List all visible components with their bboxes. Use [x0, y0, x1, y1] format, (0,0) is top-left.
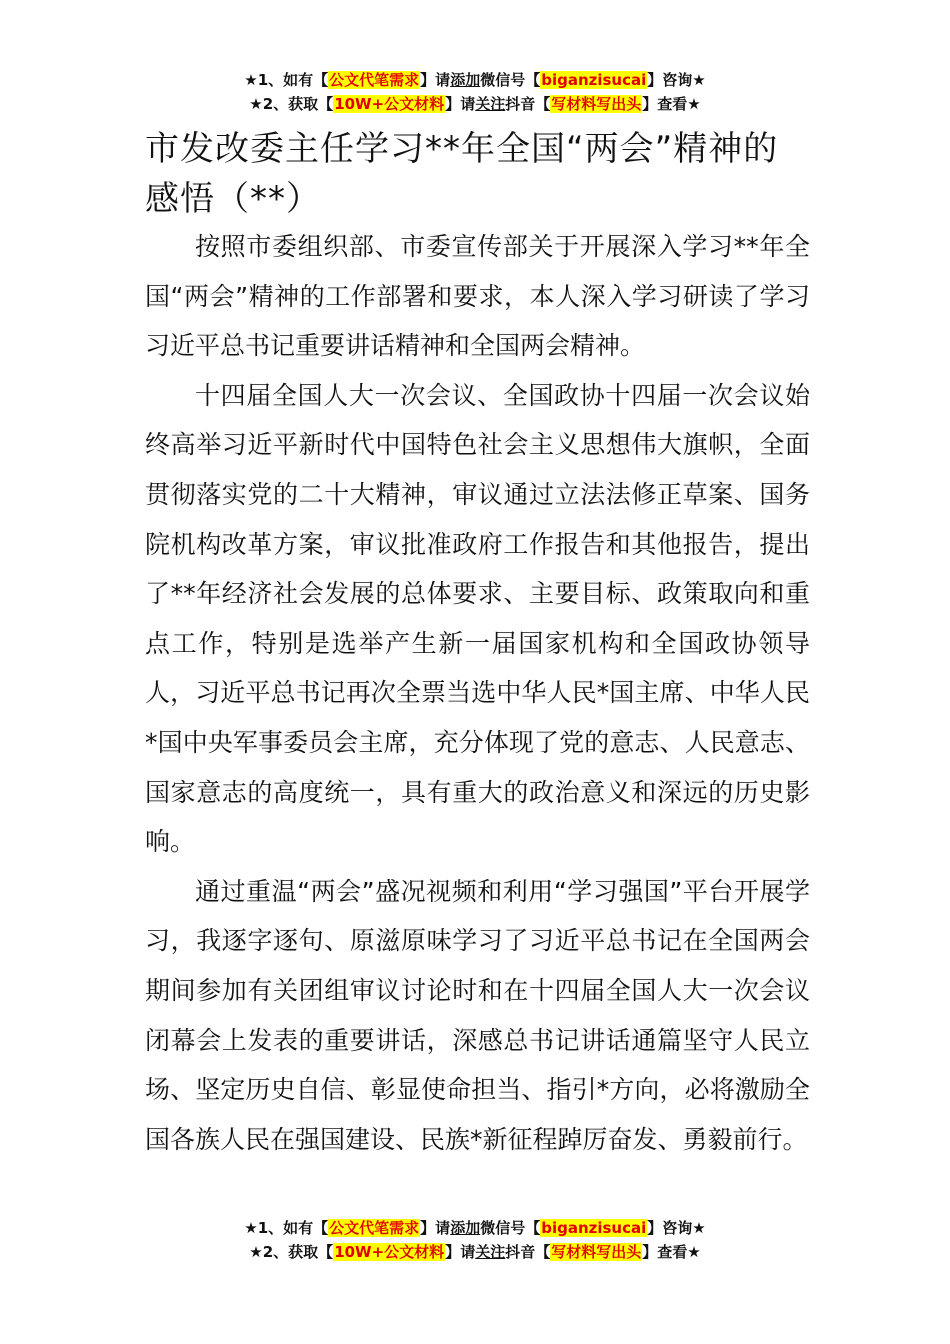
promo-line-1 [0, 1216, 950, 1240]
promo-text: 】请 [445, 95, 476, 113]
promo-text: 抖音【 [505, 95, 551, 113]
promo-underlined: 添加 [450, 1219, 481, 1237]
promo-text: 】请 [445, 1243, 476, 1261]
document-title: 市发改委主任学习**年全国“两会”精神的感悟（**） [145, 129, 779, 219]
paragraph-3: 通过重温“两会”盛况视频和利用“学习强国”平台开展学习，我逐字逐句、原滋原味学习了习近平总书记在全国两会期间参加有关团组审议讨论时和在十四届全国人大一次会议闭幕会上发表的重要讲话，深感总书记讲话通篇坚守人民立场、坚定历史自信、彰显使命担当、指引*方向，必将激励全国各族人民在强国建设、民族*新征程踔厉奋发、勇毅前行。 [145, 876, 810, 1154]
promo-text: ★2、获取【 [249, 95, 334, 113]
promo-highlight-douyin-id: 写材料写出头 [551, 1243, 642, 1261]
promo-banner-top [0, 68, 950, 116]
promo-text: 微信号【 [480, 1219, 541, 1237]
promo-highlight-douyin-id: 写材料写出头 [551, 95, 642, 113]
promo-text: 】查看★ [642, 95, 701, 113]
promo-line-1 [0, 68, 950, 92]
promo-text: 】咨询★ [647, 1219, 706, 1237]
promo-highlight-wechat-id: biganzisucai [541, 1219, 647, 1237]
promo-highlight: 公文代笔需求 [329, 71, 420, 89]
promo-text: ★1、如有【 [244, 71, 329, 89]
promo-highlight: 10W+公文材料 [334, 95, 445, 113]
promo-text: ★1、如有【 [244, 1219, 329, 1237]
promo-text: 】请 [420, 1219, 451, 1237]
promo-underlined: 关注 [475, 95, 506, 113]
paragraph-2: 十四届全国人大一次会议、全国政协十四届一次会议始终高举习近平新时代中国特色社会主义思想伟大旗帜，全面贯彻落实党的二十大精神，审议通过立法法修正草案、国务院机构改革方案，审议批准政府工作报告和其他报告，提出了**年经济社会发展的总体要求、主要目标、政策取向和重点工作，特别是选举产生新一届国家机构和全国政协领导人，习近平总书记再次全票当选中华人民*国主席、中华人民*国中央军事委员会主席，充分体现了党的意志、人民意志、国家意志的高度统一，具有重大的政治意义和深远的历史影响。 [145, 380, 810, 857]
promo-text: 抖音【 [505, 1243, 551, 1261]
promo-underlined: 关注 [475, 1243, 506, 1261]
promo-text: 】咨询★ [647, 71, 706, 89]
promo-highlight: 10W+公文材料 [334, 1243, 445, 1261]
promo-text: 】请 [420, 71, 451, 89]
promo-text: 微信号【 [480, 71, 541, 89]
promo-line-2 [0, 1240, 950, 1264]
promo-banner-bottom [0, 1216, 950, 1264]
promo-highlight: 公文代笔需求 [329, 1219, 420, 1237]
promo-text: ★2、获取【 [249, 1243, 334, 1261]
promo-line-2 [0, 92, 950, 116]
promo-text: 】查看★ [642, 1243, 701, 1261]
promo-underlined: 添加 [450, 71, 481, 89]
promo-highlight-wechat-id: biganzisucai [541, 71, 647, 89]
document-body [145, 222, 810, 1164]
paragraph-1: 按照市委组织部、市委宣传部关于开展深入学习**年全国“两会”精神的工作部署和要求，本人深入学习研读了学习习近平总书记重要讲话精神和全国两会精神。 [145, 232, 810, 361]
